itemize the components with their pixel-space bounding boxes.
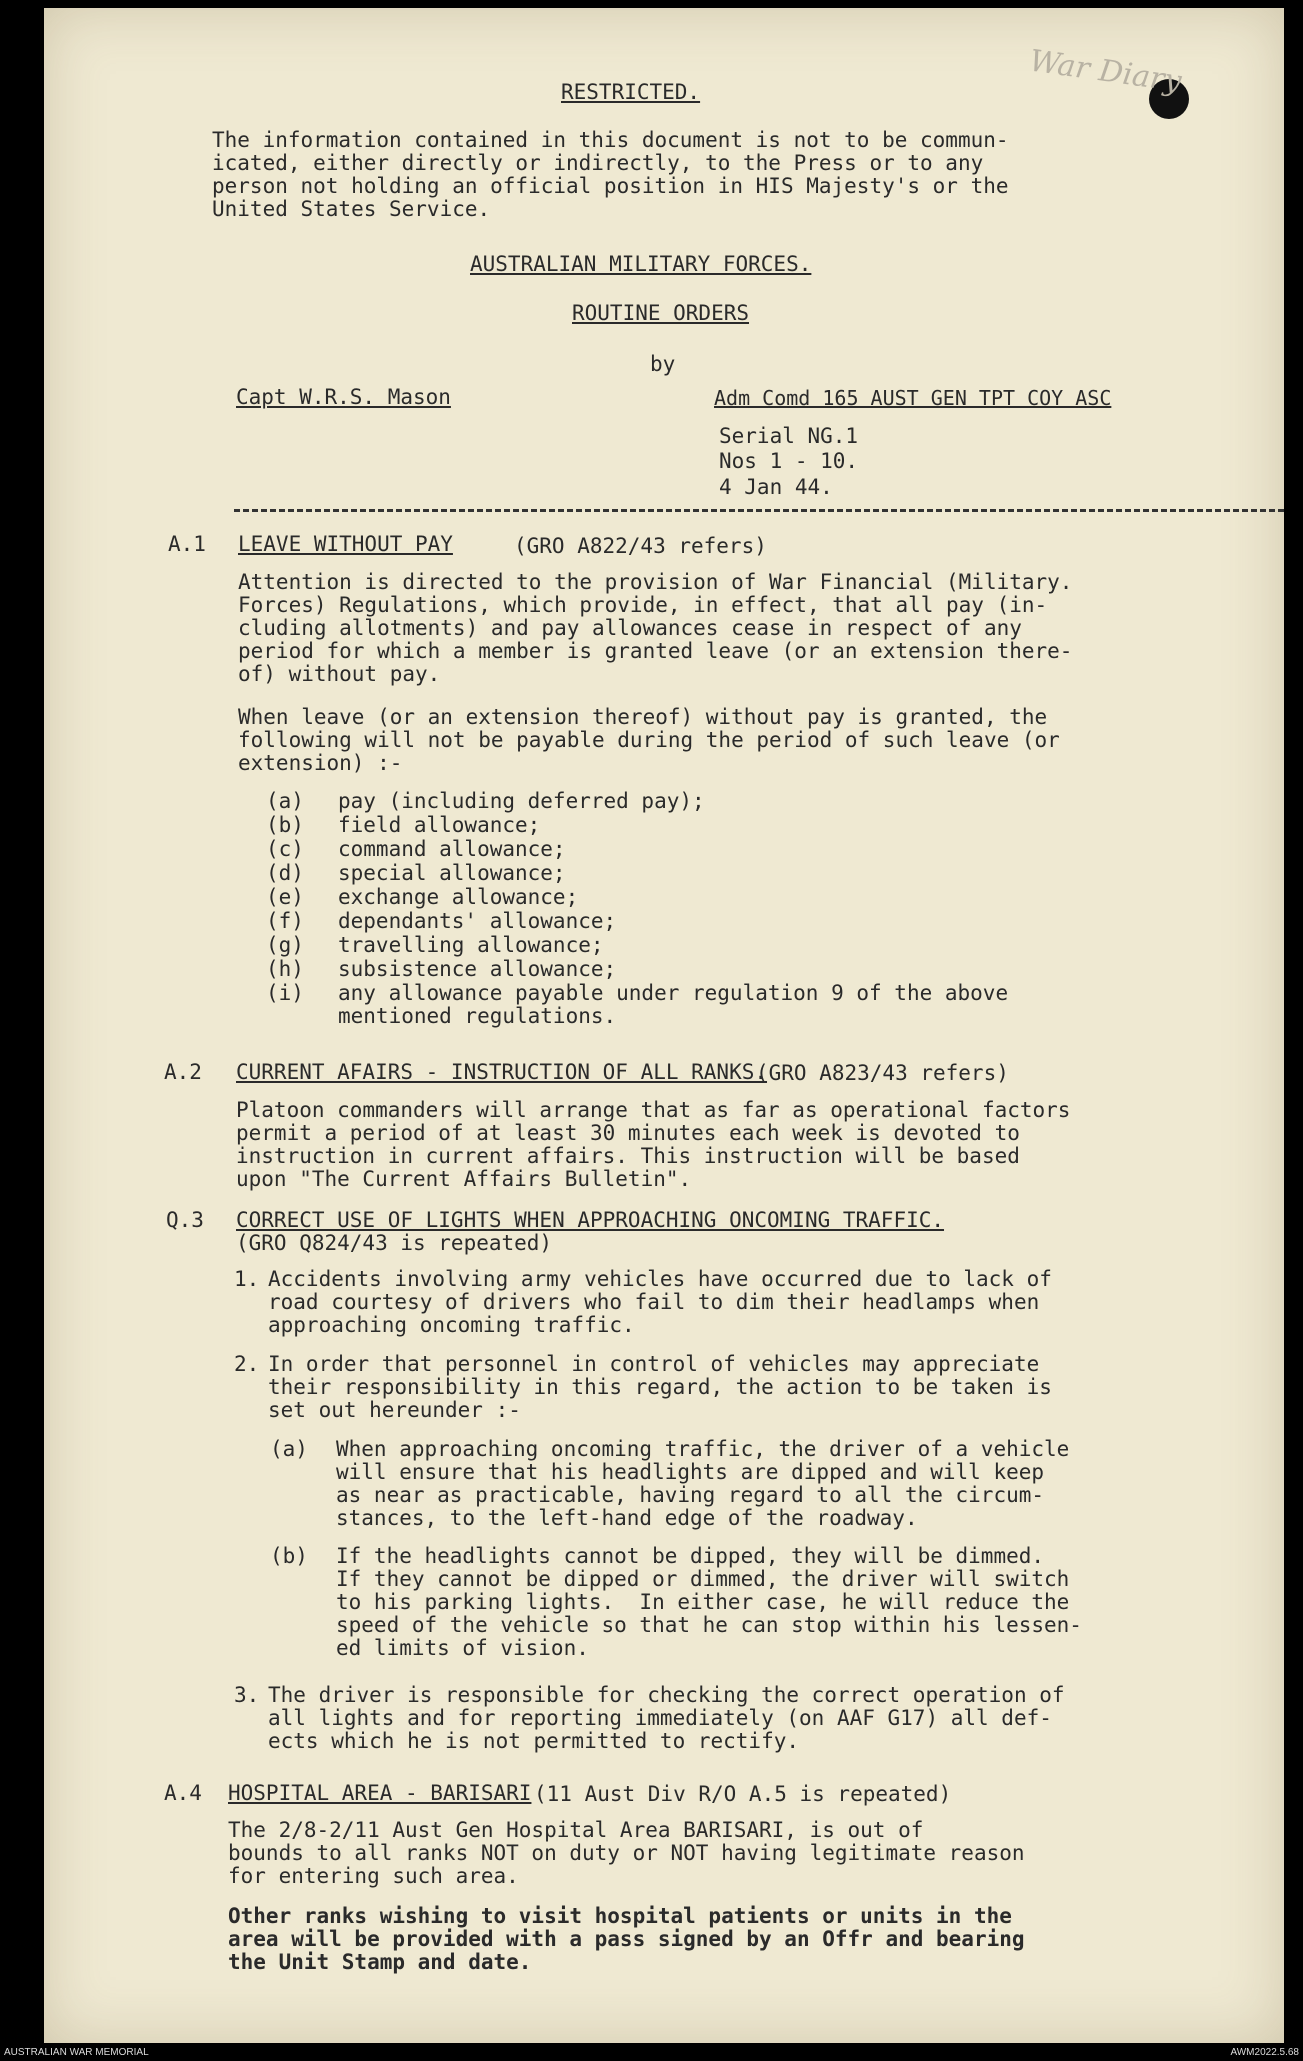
- pencil-annotation: War Diary: [1027, 43, 1184, 100]
- a1-paragraph-1: Attention is directed to the provision of War Financial (Military. Forces) Regulations, which provide, in effect, that all pay (in- cluding allotments) and pay allowances cease in respect of any period for which a member is granted leave (or an extension there- of) without pay.: [238, 570, 1073, 686]
- list-item: any allowance payable under regulation 9 of the above mentioned regulations.: [338, 981, 1009, 1028]
- nos: Nos 1 - 10.: [719, 449, 859, 473]
- list-item: pay (including deferred pay);: [338, 789, 705, 813]
- order-code: A.2: [164, 1060, 202, 1084]
- footer-credit: AUSTRALIAN WAR MEMORIAL: [4, 2047, 149, 2058]
- notice-line-2: icated, either directly or indirectly, to the Press or to any: [212, 151, 984, 175]
- list-label: (a): [266, 789, 304, 813]
- list-label: (f): [266, 909, 304, 933]
- q3-paragraph-3: The driver is responsible for checking the correct operation of all lights and for reporting immediately (on AAF G17) all def- ects which he is not permitted to rectify.: [268, 1683, 1065, 1753]
- list-label: (h): [266, 957, 304, 981]
- signatory: Capt W.R.S. Mason: [236, 385, 451, 409]
- order-title: CURRENT AFAIRS - INSTRUCTION OF ALL RANKS.: [236, 1060, 768, 1084]
- order-title: LEAVE WITHOUT PAY: [238, 532, 453, 556]
- a4-paragraph-1: The 2/8-2/11 Aust Gen Hospital Area BARISARI, is out of bounds to all ranks NOT on duty or NOT having legitimate reason for entering such area.: [228, 1818, 1025, 1888]
- divider: [234, 509, 1284, 512]
- list-item: command allowance;: [338, 837, 566, 861]
- org-heading: AUSTRALIAN MILITARY FORCES.: [470, 252, 812, 276]
- doc-type-heading: ROUTINE ORDERS: [572, 301, 750, 325]
- list-item: field allowance;: [338, 813, 541, 837]
- q3-paragraph-1: Accidents involving army vehicles have occurred due to lack of road courtesy of drivers who fail to dim their headlamps when approaching oncoming traffic.: [268, 1267, 1052, 1337]
- serial: Serial NG.1: [719, 424, 859, 448]
- restricted-heading: RESTRICTED.: [561, 80, 701, 104]
- command: Adm Comd 165 AUST GEN TPT COY ASC: [714, 386, 1112, 410]
- list-item: dependants' allowance;: [338, 909, 617, 933]
- list-label: (i): [266, 981, 304, 1005]
- list-label: (d): [266, 861, 304, 885]
- a4-paragraph-2: Other ranks wishing to visit hospital patients or units in the area will be provided with a pass signed by an Offr and bearing the Unit Stamp and date.: [228, 1904, 1025, 1974]
- list-item: subsistence allowance;: [338, 957, 617, 981]
- list-label: (e): [266, 885, 304, 909]
- order-code: A.1: [168, 532, 206, 556]
- sub-para-label: (b): [270, 1544, 308, 1568]
- list-label: (b): [266, 813, 304, 837]
- order-code: A.4: [164, 1781, 202, 1805]
- q3-paragraph-2: In order that personnel in control of vehicles may appreciate their responsibility in this regard, the action to be taken is set out hereunder :-: [268, 1352, 1052, 1422]
- order-ref: (GRO A823/43 refers): [756, 1061, 1009, 1085]
- document-page: [44, 8, 1284, 2043]
- list-item: special allowance;: [338, 861, 566, 885]
- list-label: (g): [266, 933, 304, 957]
- order-ref: (GRO Q824/43 is repeated): [236, 1231, 553, 1255]
- list-item: travelling allowance;: [338, 933, 604, 957]
- notice-line-4: United States Service.: [212, 197, 491, 221]
- order-title: CORRECT USE OF LIGHTS WHEN APPROACHING ONCOMING TRAFFIC.: [236, 1208, 945, 1232]
- a2-paragraph: Platoon commanders will arrange that as far as operational factors permit a period of at least 30 minutes each week is devoted to instruction in current affairs. This instruction will be based upon "The Current Affairs Bulletin".: [236, 1098, 1071, 1191]
- date: 4 Jan 44.: [719, 475, 833, 499]
- para-number: 2.: [234, 1352, 260, 1376]
- notice-line-1: The information contained in this document is not to be commun-: [212, 128, 1009, 152]
- order-ref: (GRO A822/43 refers): [514, 534, 767, 558]
- notice-line-3: person not holding an official position in HIS Majesty's or the: [212, 174, 1009, 198]
- q3-sub-paragraph-a: When approaching oncoming traffic, the driver of a vehicle will ensure that his headlights are dipped and will keep as near as practicable, having regard to all the circum- stances, to the left-hand edge of the roadway.: [336, 1437, 1070, 1530]
- by-text: by: [650, 352, 676, 376]
- footer-accession: AWM2022.5.68: [1230, 2047, 1299, 2058]
- q3-sub-paragraph-b: If the headlights cannot be dipped, they will be dimmed. If they cannot be dipped or dimmed, the driver will switch to his parking lights. In either case, he will reduce the speed of the vehicle so that he can stop within his lessen- ed limits of vision.: [336, 1544, 1082, 1660]
- a1-paragraph-2: When leave (or an extension thereof) without pay is granted, the following will not be payable during the period of such leave (or extension) :-: [238, 705, 1060, 775]
- order-code: Q.3: [166, 1208, 204, 1232]
- list-label: (c): [266, 837, 304, 861]
- para-number: 3.: [234, 1683, 260, 1707]
- order-ref: (11 Aust Div R/O A.5 is repeated): [534, 1782, 952, 1806]
- sub-para-label: (a): [270, 1437, 308, 1461]
- para-number: 1.: [234, 1267, 260, 1291]
- order-title: HOSPITAL AREA - BARISARI: [228, 1781, 532, 1805]
- list-item: exchange allowance;: [338, 885, 579, 909]
